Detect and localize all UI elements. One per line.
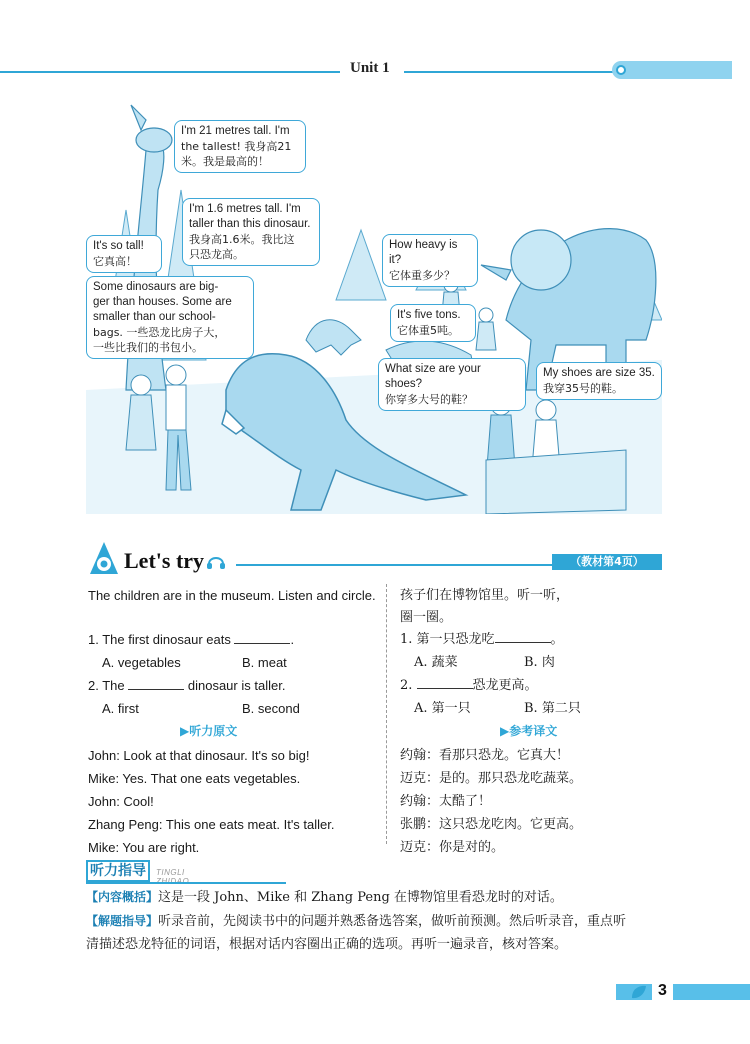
bubble-line: 它体重5吨。	[397, 324, 459, 337]
bubble-boy-taller	[182, 198, 320, 266]
lets-try-logo-icon	[86, 540, 122, 576]
question-2-en	[88, 674, 285, 697]
bubble-line: 一些比我们的书包小。	[93, 341, 203, 354]
bubble-line: 我身高1.6米。我比这	[189, 233, 295, 246]
bubble-line: Some dinosaurs are big-	[93, 281, 219, 293]
triangle-icon: ▶	[500, 724, 510, 738]
translation-line: 张鹏：这只恐龙吃肉。它更高。	[400, 817, 583, 832]
page-number: 3	[652, 982, 673, 1000]
script-line: Mike: Yes. That one eats vegetables.	[88, 771, 301, 786]
dinosaur-museum-illustration	[86, 90, 662, 514]
question-1-en	[88, 628, 294, 651]
bubble-line: 我穿35号的鞋。	[543, 382, 623, 395]
bubble-how-heavy	[382, 234, 478, 287]
option-1b-zh[interactable]: B. 肉	[524, 655, 555, 670]
bubble-line: How heavy is it?	[389, 239, 458, 266]
answer-blank[interactable]	[234, 630, 290, 644]
question-end: 恐龙更高。	[472, 678, 538, 693]
translation-line: 约翰：看那只恐龙。它真大！	[400, 748, 570, 763]
question-text: 2.	[400, 678, 413, 693]
bubble-line: bags. 一些恐龙比房子大，	[93, 326, 226, 339]
bubble-size35	[536, 362, 662, 400]
bubble-line: 它体重多少？	[389, 269, 455, 282]
option-2a-zh[interactable]: A. 第一只	[414, 701, 471, 716]
question-text: 2. The	[88, 678, 125, 693]
question-text: 1. 第一只恐龙吃	[400, 632, 495, 647]
unit-pill-decoration	[612, 61, 732, 79]
question-end: 。	[550, 632, 564, 647]
bubble-line: I'm 21 metres tall. I'm	[181, 125, 290, 137]
script-line: Mike: You are right.	[88, 840, 200, 855]
tips-label: 【解题指导】	[86, 914, 159, 928]
option-2a-en[interactable]: A. first	[102, 701, 139, 716]
headphones-icon	[206, 552, 226, 570]
bubble-what-size	[378, 358, 526, 411]
answer-blank[interactable]	[128, 676, 184, 690]
header-line-right	[404, 71, 614, 73]
lets-try-header	[86, 540, 662, 580]
script-label	[180, 720, 237, 743]
lets-try-title: Let's try	[124, 548, 205, 573]
question-end: dinosaur is taller.	[187, 678, 286, 693]
header-line-left	[0, 71, 340, 73]
question-1-zh	[400, 628, 564, 651]
option-1a-zh[interactable]: A. 蔬菜	[414, 655, 458, 670]
listening-guide-title: 听力指导	[86, 860, 150, 882]
bubble-line: My shoes are size 35.	[543, 367, 655, 379]
tips-text-1: 听录音前，先阅读书中的问题并熟悉备选答案，做听前预测。然后听录音，重点听	[158, 914, 627, 929]
bubble-line: It's five tons.	[397, 309, 461, 321]
translation-label-text: 参考译文	[509, 724, 558, 738]
bubble-line: 只恐龙高。	[189, 248, 244, 261]
question-text: 1. The first dinosaur eats	[88, 632, 231, 647]
option-1a-en[interactable]: A. vegetables	[102, 655, 181, 670]
instruction-zh-1: 孩子们在博物馆里。听一听，	[400, 588, 570, 603]
instruction-zh-2: 圈一圈。	[400, 610, 453, 625]
translation-label	[500, 720, 557, 743]
unit-title: Unit 1	[350, 60, 390, 76]
option-2b-en[interactable]: B. second	[242, 701, 300, 716]
bubble-line: ger than houses. Some are	[93, 296, 232, 308]
bubble-line: the tallest! 我身高21	[181, 140, 292, 153]
bubble-five-tons	[390, 304, 476, 342]
triangle-icon: ▶	[180, 724, 190, 738]
summary-label: 【内容概括】	[86, 890, 159, 904]
column-divider	[386, 584, 387, 844]
bubble-line: smaller than our school-	[93, 311, 216, 323]
bubble-line: taller than this dinosaur.	[189, 218, 311, 230]
option-1b-en[interactable]: B. meat	[242, 655, 287, 670]
summary-paragraph	[86, 886, 662, 909]
bubble-bigger	[86, 276, 254, 359]
pill-dot-icon	[616, 65, 626, 75]
textbook-page-ref: （教材第4页）	[552, 554, 662, 570]
tips-paragraph	[86, 910, 662, 956]
bubble-line: 米。我是最高的！	[181, 155, 269, 168]
translation-line: 约翰：太酷了！	[400, 794, 492, 809]
script-label-text: 听力原文	[189, 724, 238, 738]
question-end: .	[290, 632, 295, 647]
bubble-line: I'm 1.6 metres tall. I'm	[189, 203, 301, 215]
script-line: John: Look at that dinosaur. It's so big!	[88, 748, 310, 763]
script-line: Zhang Peng: This one eats meat. It's taller.	[88, 817, 335, 832]
listening-guide-rule	[86, 882, 286, 884]
script-line: John: Cool!	[88, 794, 154, 809]
bubble-line: 它真高！	[93, 255, 137, 268]
question-2-zh	[400, 674, 538, 697]
translation-line: 迈克：是的。那只恐龙吃蔬菜。	[400, 771, 583, 786]
bubble-so-tall	[86, 235, 162, 273]
bubble-line: 你穿多大号的鞋？	[385, 393, 473, 406]
instruction-en: The children are in the museum. Listen and circle.	[88, 588, 376, 603]
option-2b-zh[interactable]: B. 第二只	[524, 701, 581, 716]
bubble-line: What size are your shoes?	[385, 363, 481, 390]
summary-text: 这是一段 John、Mike 和 Zhang Peng 在博物馆里看恐龙时的对话。	[158, 890, 563, 905]
listening-guide-subtitle: TINGLI	[156, 868, 185, 877]
answer-blank[interactable]	[417, 675, 473, 689]
leaf-icon	[630, 984, 648, 1000]
translation-line: 迈克：你是对的。	[400, 840, 505, 855]
answer-blank[interactable]	[495, 629, 551, 643]
bubble-line: It's so tall!	[93, 240, 144, 252]
bubble-giraffe	[174, 120, 306, 173]
tips-text-2: 清描述恐龙特征的词语，根据对话内容圈出正确的选项。再听一遍录音，核对答案。	[86, 937, 568, 952]
